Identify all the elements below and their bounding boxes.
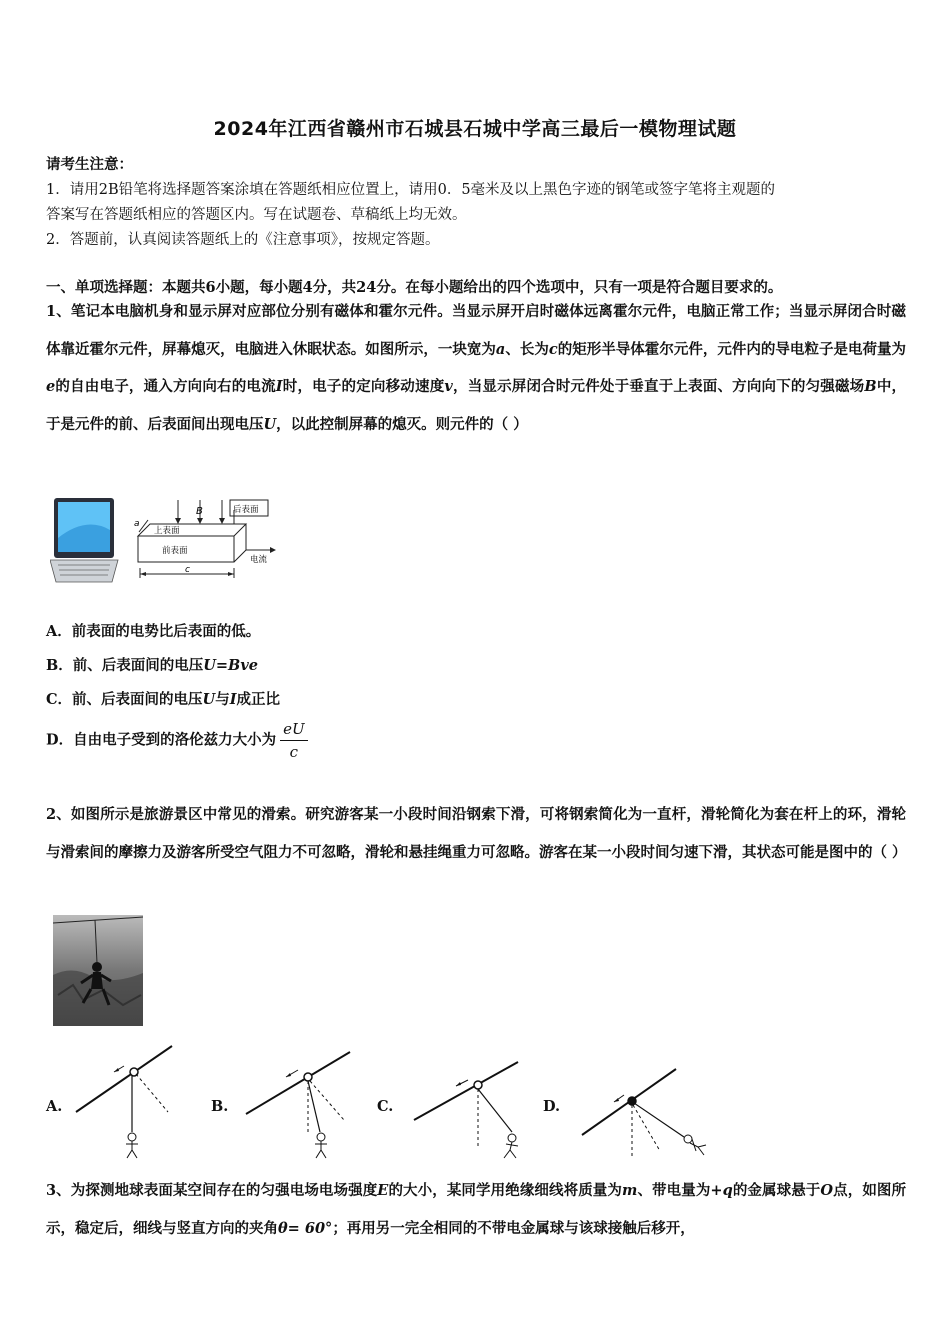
q1-option-a: A．前表面的电势比后表面的低。	[46, 623, 261, 640]
notice-item1-line1: 1．请用2B铅笔将选择题答案涂填在答题纸相应位置上，请用0．5毫米及以上黑色字迹的钢笔或签字笔将主观题的	[46, 182, 776, 198]
page-title: 2024年江西省赣州市石城县石城中学高三最后一模物理试题	[213, 118, 737, 140]
notice-item2: 2．答题前，认真阅读答题纸上的《注意事项》，按规定答题。	[46, 232, 440, 248]
q2-option-a-figure	[74, 1042, 174, 1162]
q2-option-b-figure	[244, 1048, 354, 1164]
q2-option-d-label: D.	[543, 1098, 561, 1115]
q2-option-d-figure	[580, 1065, 710, 1161]
section-header: 一、单项选择题：本题共6小题，每小题4分，共24分。在每小题给出的四个选项中，只有一项是符合题目要求的。	[46, 279, 783, 296]
notice-item1-line2: 答案写在答题纸相应的答题区内。写在试题卷、草稿纸上均无效。	[46, 207, 467, 223]
q2-option-b-label: B.	[211, 1098, 229, 1115]
laptop-icon	[50, 498, 118, 582]
hall-element-figure	[50, 492, 290, 588]
zipline-photo	[53, 915, 143, 1026]
question-3-text: 3、为探测地球表面某空间存在的匀强电场电场强度E的大小，某同学用绝缘细线将质量为m、带电量为+q的金属球悬于O点，如图所示，稳定后，细线与竖直方向的夹角θ= 60°；再用另一完全相同的不带电金属球与该球接触后移开，	[46, 1182, 907, 1237]
field-label-B: B	[196, 506, 203, 517]
q2-option-c-figure	[412, 1058, 522, 1162]
q1-option-d: D．自由电子受到的洛伦兹力大小为 $\frac{eU}{c}$	[46, 720, 308, 761]
length-label-c: c	[185, 565, 190, 575]
top-surface-label: 上表面	[154, 526, 180, 536]
notice-heading: 请考生注意：	[46, 156, 133, 173]
question-1-text: 1、笔记本电脑机身和显示屏对应部位分别有磁体和霍尔元件。当显示屏开启时磁体远离霍尔元件，电脑正常工作；当显示屏闭合时磁体靠近霍尔元件，屏幕熄灭，电脑进入休眠状态。如图所示，一块宽为a、长为c的矩形半导体霍尔元件，元件内的导电粒子是电荷量为e的自由电子，通入方向向右的电流I时，电子的定向移动速度v，当显示屏闭合时元件处于垂直于上表面、方向向下的匀强磁场B中，于是元件的前、后表面间出现电压U，以此控制屏幕的熄灭。则元件的（ ）	[46, 303, 907, 433]
q2-option-c-label: C.	[377, 1098, 394, 1115]
front-surface-label: 前表面	[162, 546, 188, 556]
question-2-text: 2、如图所示是旅游景区中常见的滑索。研究游客某一小段时间沿钢索下滑，可将钢索简化为一直杆，滑轮简化为套在杆上的环，滑轮与滑索间的摩擦力及游客所受空气阻力不可忽略，滑轮和悬挂绳重力可忽略。游客在某一小段时间匀速下滑，其状态可能是图中的（ ）	[46, 806, 907, 861]
q1-option-c: C．前、后表面间的电压U与I成正比	[46, 691, 280, 708]
q2-option-a-label: A.	[46, 1098, 63, 1115]
lorentz-fraction: $\frac{eU}{c}$	[280, 720, 308, 761]
width-label-a: a	[134, 519, 140, 529]
q1-option-b: B．前、后表面间的电压U=Bve	[46, 657, 258, 674]
current-label: 电流	[250, 555, 268, 565]
back-surface-label: 后表面	[233, 505, 259, 515]
